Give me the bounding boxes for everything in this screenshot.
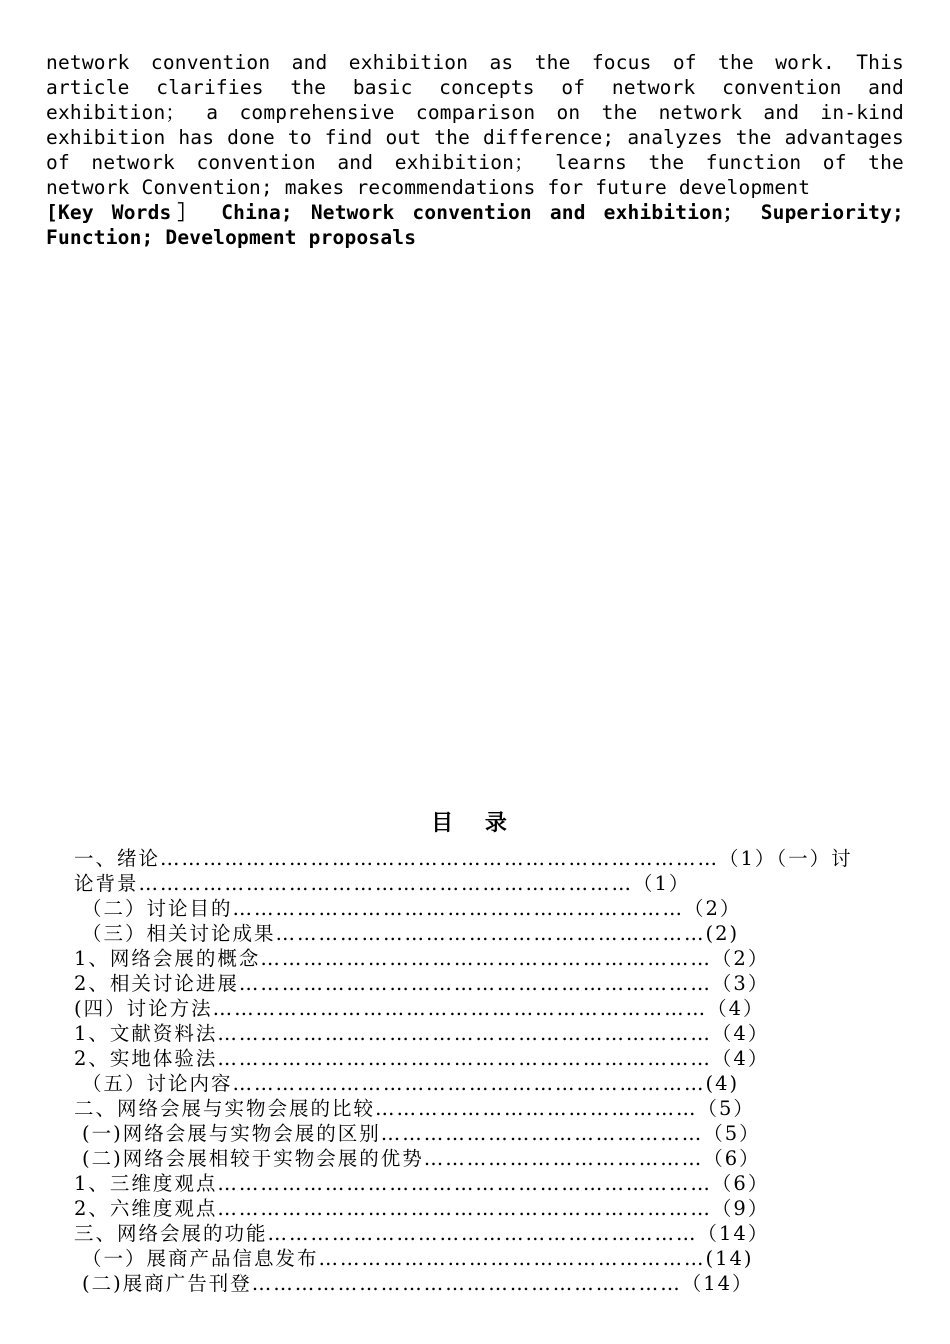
toc-title: 目 录 (431, 810, 519, 836)
abstract-text (46, 50, 904, 250)
abstract-line: network convention and exhibition as the focus of the work. This (46, 51, 904, 74)
toc-entry[interactable]: (二)展商广告刊登……………………………………………………（14） (82, 1272, 754, 1295)
toc-entry[interactable]: 1、文献资料法……………………………………………………………（4） (74, 1022, 770, 1045)
toc-entry[interactable]: (二)网络会展相较于实物会展的优势…………………………………（6） (82, 1147, 761, 1170)
toc-entry[interactable]: 一、绪论……………………………………………………………………（1）（一）讨 (74, 847, 853, 870)
toc-entry[interactable]: 二、网络会展与实物会展的比较………………………………………（5） (74, 1097, 755, 1120)
toc-entry[interactable]: 1、网络会展的概念………………………………………………………（2） (74, 947, 770, 970)
abstract-line: article clarifies the basic concepts of network convention and (46, 76, 904, 99)
toc-entry[interactable]: （五）讨论内容…………………………………………………………(4) (82, 1072, 740, 1095)
toc-entry[interactable]: 2、实地体验法……………………………………………………………（4） (74, 1047, 770, 1070)
keywords-line: Function; Development proposals (46, 226, 417, 249)
toc-entry[interactable]: 1、三维度观点……………………………………………………………（6） (74, 1172, 770, 1195)
toc-entry[interactable]: (四）讨论方法……………………………………………………………（4） (74, 997, 765, 1020)
toc-entry[interactable]: （二）讨论目的………………………………………………………（2） (82, 897, 742, 920)
toc-entry[interactable]: 论背景……………………………………………………………（1） (74, 872, 691, 895)
abstract-line: of network convention and exhibition； learns the function of the (46, 151, 904, 174)
abstract-line: exhibition has done to find out the difference; analyzes the advantages (46, 126, 904, 149)
keywords-line: [Key Words］ China; Network convention and exhibition； Superiority; (46, 201, 904, 224)
abstract-line: network Convention; makes recommendations for future development (46, 176, 811, 199)
toc-entry[interactable]: 2、相关讨论进展…………………………………………………………（3） (74, 972, 770, 995)
toc-entry[interactable]: (一)网络会展与实物会展的区别………………………………………（5） (82, 1122, 761, 1145)
toc-entry[interactable]: 2、六维度观点……………………………………………………………（9） (74, 1197, 770, 1220)
toc-entry[interactable]: （一）展商产品信息发布………………………………………………(14) (82, 1247, 754, 1270)
toc-entry[interactable]: （三）相关讨论成果……………………………………………………(2) (82, 922, 740, 945)
toc-entry[interactable]: 三、网络会展的功能……………………………………………………（14） (74, 1222, 770, 1245)
abstract-line: exhibition； a comprehensive comparison on the network and in-kind (46, 101, 904, 124)
